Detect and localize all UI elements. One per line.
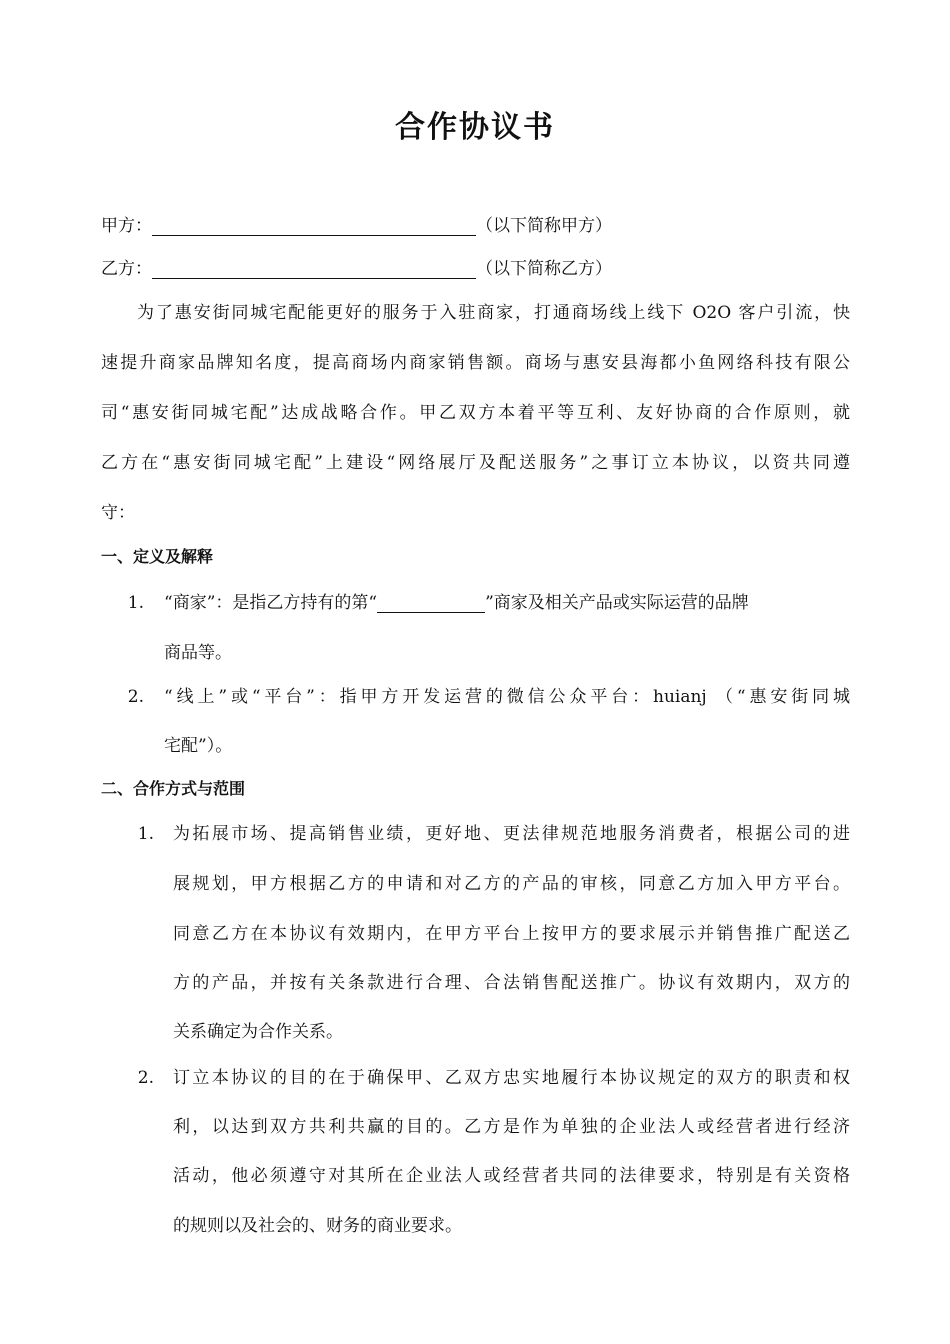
merchant-blank[interactable] [377,594,485,613]
party-a-row [101,216,612,236]
list-item-line: 活动，他必须遵守对其所在企业法人或经营者共同的法律要求，特别是有关资格 [173,1166,850,1186]
list-item-line: 关系确定为合作关系。 [173,1022,343,1042]
intro-line: 守： [101,503,135,523]
list-item-line: 宅配”）。 [164,736,233,756]
party-a-suffix: （以下简称甲方） [476,216,612,236]
list-number: 2. [137,1068,154,1088]
item-text: “商家”：是指乙方持有的第“ [164,593,378,613]
party-b-blank[interactable] [152,260,476,279]
list-item-line: 方的产品，并按有关条款进行合理、合法销售配送推广。协议有效期内，双方的 [173,973,850,993]
list-item-line [164,593,749,613]
list-number: 2. [127,687,144,707]
section-heading: 一、定义及解释 [101,547,214,566]
intro-line: 速提升商家品牌知名度，提高商场内商家销售额。商场与惠安县海都小鱼网络科技有限公 [101,353,850,373]
party-a-blank[interactable] [152,217,476,236]
list-number: 1. [127,593,144,613]
list-item-line: 同意乙方在本协议有效期内，在甲方平台上按甲方的要求展示并销售推广配送乙 [173,924,850,944]
party-b-label: 乙方： [101,259,152,279]
list-item-line: 订立本协议的目的在于确保甲、乙双方忠实地履行本协议规定的双方的职责和权 [173,1068,850,1088]
section-heading: 二、合作方式与范围 [101,779,246,798]
intro-line: 乙方在“惠安街同城宅配”上建设“网络展厅及配送服务”之事订立本协议，以资共同遵 [101,453,850,473]
party-b-row [101,259,612,279]
intro-line: 司“惠安街同城宅配”达成战略合作。甲乙双方本着平等互利、友好协商的合作原则，就 [101,403,850,423]
party-a-label: 甲方： [101,216,152,236]
document-title: 合作协议书 [395,110,555,145]
list-item-line: “线上”或“平台”：指甲方开发运营的微信公众平台：huianj （“惠安街同城 [164,687,850,707]
list-item-line: 为拓展市场、提高销售业绩，更好地、更法律规范地服务消费者，根据公司的进 [173,824,850,844]
list-item-line: 利，以达到双方共利共赢的目的。乙方是作为单独的企业法人或经营者进行经济 [173,1117,850,1137]
list-number: 1. [137,824,154,844]
intro-line: 为了惠安街同城宅配能更好的服务于入驻商家，打通商场线上线下 O2O 客户引流，快 [137,303,850,323]
list-item-line: 的规则以及社会的、财务的商业要求。 [173,1216,462,1236]
party-b-suffix: （以下简称乙方） [476,259,612,279]
list-item-line: 商品等。 [164,643,232,663]
list-item-line: 展规划，甲方根据乙方的申请和对乙方的产品的审核，同意乙方加入甲方平台。 [173,874,850,894]
item-text: ”商家及相关产品或实际运营的品牌 [485,593,749,613]
